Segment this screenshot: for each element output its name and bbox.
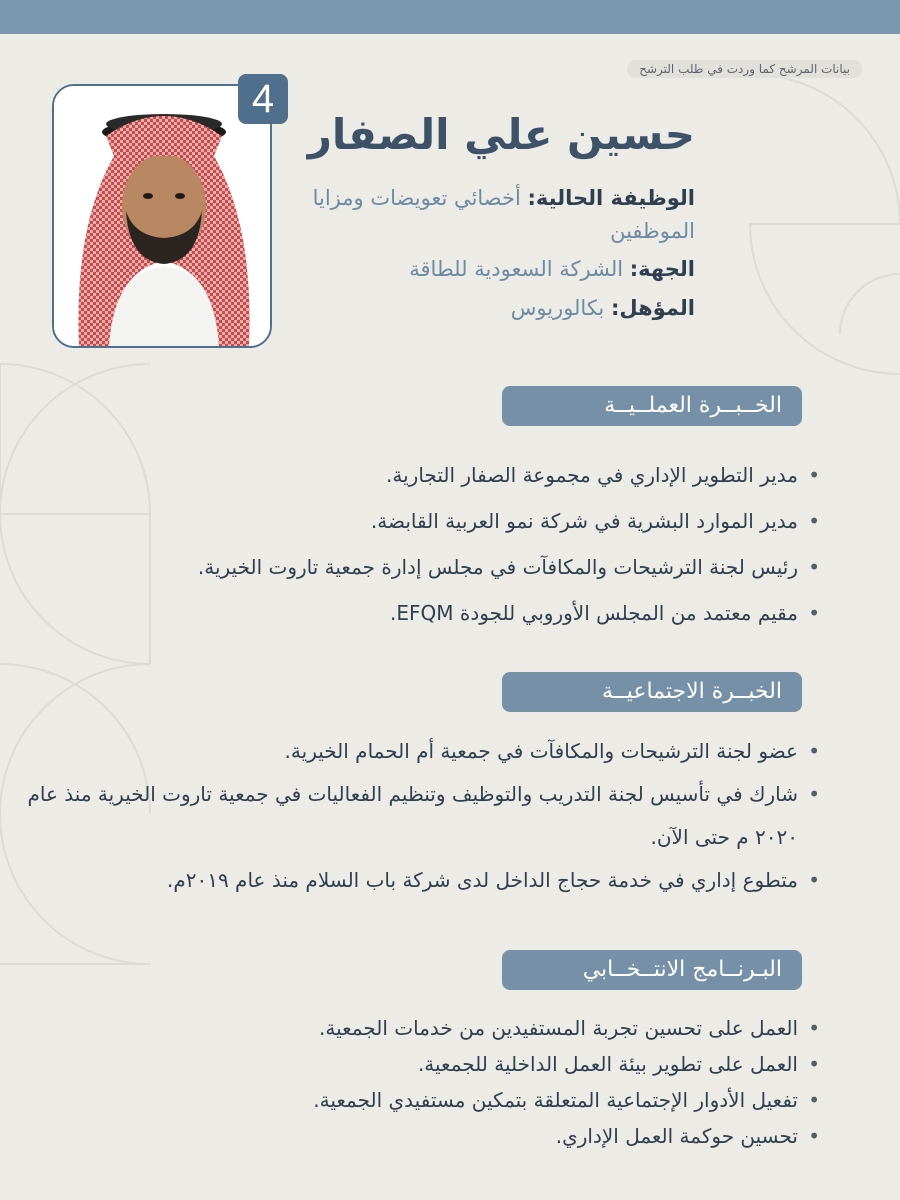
social-section-title: الخبــرة الاجتماعيــة <box>502 672 802 712</box>
list-item: • رئيس لجنة الترشيحات والمكافآت في مجلس إدارة جمعية تاروت الخيرية. <box>60 544 820 590</box>
org-value: الشركة السعودية للطاقة <box>409 257 624 282</box>
list-item: • شارك في تأسيس لجنة التدريب والتوظيف وتنظيم الفعاليات في جمعية تاروت الخيرية منذ عام ٢٠٢٠ م حتى الآن. <box>20 773 820 859</box>
list-item: • تحسين حوكمة العمل الإداري. <box>60 1118 820 1154</box>
job-row <box>295 182 695 247</box>
program-list <box>60 1010 820 1154</box>
qualification-label: المؤهل: <box>610 295 695 320</box>
list-item: • متطوع إداري في خدمة حجاج الداخل لدى شركة باب السلام منذ عام ٢٠١٩م. <box>20 859 820 902</box>
list-item: • العمل على تطوير بيئة العمل الداخلية للجمعية. <box>60 1046 820 1082</box>
social-list <box>20 730 820 902</box>
org-label: الجهة: <box>629 257 695 282</box>
job-label: الوظيفة الحالية: <box>527 186 695 210</box>
candidate-data-note: بيانات المرشح كما وردت في طلب الترشح <box>627 60 862 78</box>
list-item: • تفعيل الأدوار الإجتماعية المتعلقة بتمكين مستفيدي الجمعية. <box>60 1082 820 1118</box>
candidate-photo <box>52 84 272 348</box>
experience-list <box>60 452 820 636</box>
qualification-value: بكالوريوس <box>510 295 605 320</box>
list-item: • مدير التطوير الإداري في مجموعة الصفار التجارية. <box>60 452 820 498</box>
program-section-title: البـرنــامج الانتــخــابي <box>502 950 802 990</box>
candidate-name: حسين علي الصفار <box>307 110 695 159</box>
list-item: • مقيم معتمد من المجلس الأوروبي للجودة EFQM. <box>60 590 820 636</box>
top-banner <box>0 0 900 34</box>
list-item: • العمل على تحسين تجربة المستفيدين من خدمات الجمعية. <box>60 1010 820 1046</box>
job-value: أخصائي تعويضات ومزايا الموظفين <box>312 186 695 243</box>
candidate-number-badge: 4 <box>238 74 288 124</box>
candidate-info <box>295 182 695 330</box>
experience-section-title: الخــبــرة العملــيــة <box>502 386 802 426</box>
list-item: • عضو لجنة الترشيحات والمكافآت في جمعية أم الحمام الخيرية. <box>20 730 820 773</box>
list-item: • مدير الموارد البشرية في شركة نمو العربية القابضة. <box>60 498 820 544</box>
org-row <box>295 253 695 286</box>
qualification-row <box>295 292 695 325</box>
